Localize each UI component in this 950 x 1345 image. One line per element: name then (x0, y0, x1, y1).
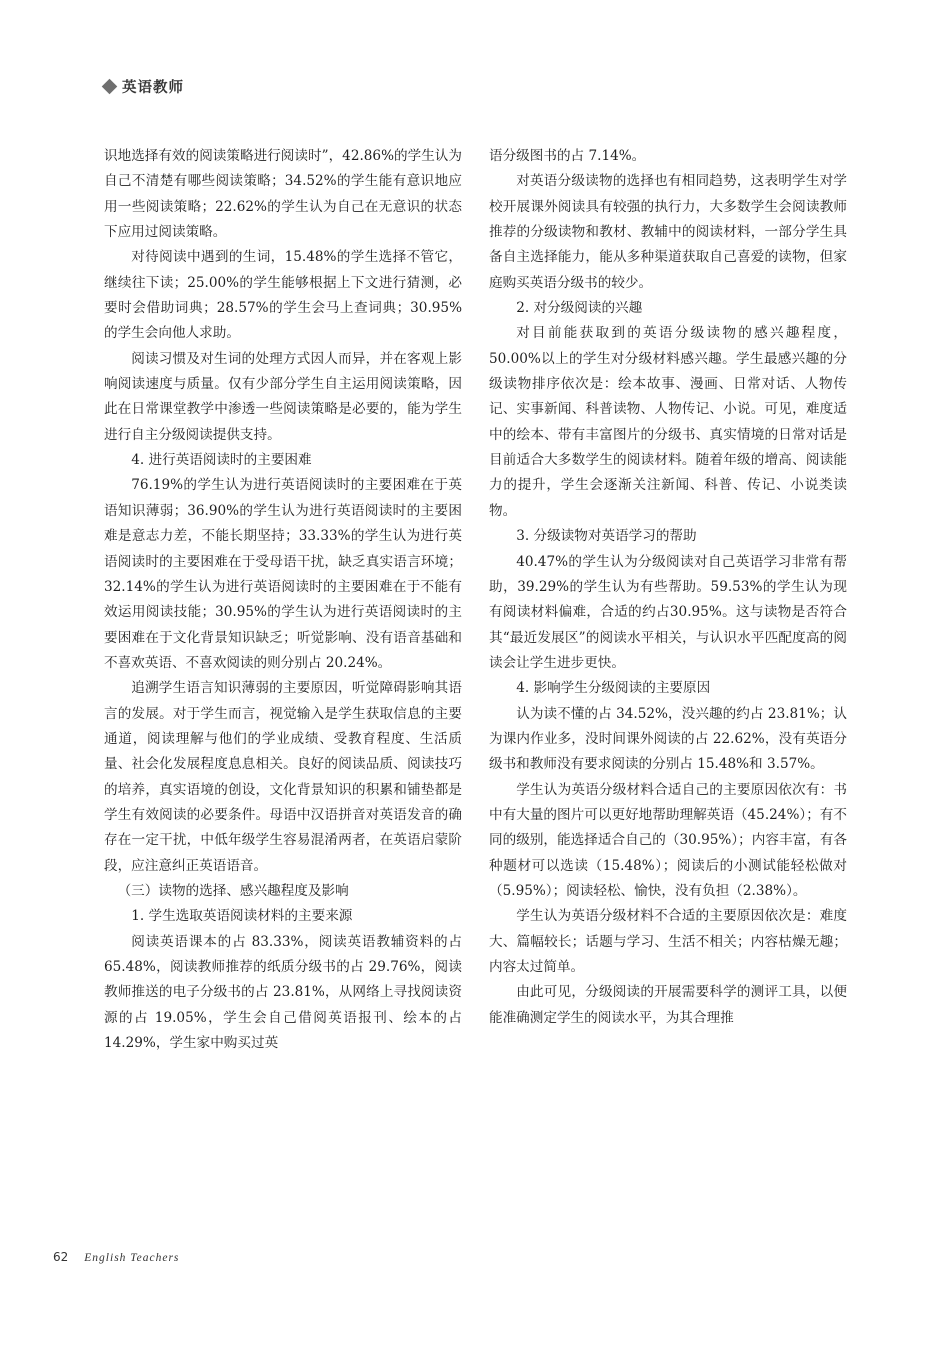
section-heading: 4. 进行英语阅读时的主要困难 (131, 452, 312, 469)
paragraph: 追溯学生语言知识薄弱的主要原因，听觉障碍影响其语言的发展。对于学生而言，视觉输入是学生获取信息的主要通道，阅读理解与他们的学业成绩、受教育程度、生活质量、社会化发展程度息息相关。良好的阅读品质、阅读技巧的培养，真实语境的创设，文化背景知识的积累和铺垫都是学生有效阅读的必要条件。母语中汉语拼音对英语发音的确存在一定干扰，中低年级学生容易混淆两者，在英语启蒙阶段，应注意纠正英语语音。 (104, 680, 462, 874)
paragraph: 认为读不懂的占 34.52%，没兴趣的约占 23.81%；认为课内作业多，没时间课外阅读的占 22.62%，没有英语分级书和教师没有要求阅读的分别占 15.48%和 3.57%。 (489, 705, 847, 773)
page-footer (53, 1250, 179, 1264)
section-heading: （三）读物的选择、感兴趣程度及影响 (117, 882, 349, 899)
paragraph: 学生认为英语分级材料不合适的主要原因依次是：难度大、篇幅较长；话题与学习、生活不相关；内容枯燥无趣；内容太过简单。 (489, 908, 847, 975)
paragraph: 语分级图书的占 7.14%。 (489, 148, 646, 164)
paragraph: 76.19%的学生认为进行英语阅读时的主要困难在于英语知识薄弱；36.90%的学生认为进行英语阅读时的主要困难是意志力差，不能长期坚持；33.33%的学生认为进行英语阅读时的主要困难在于受母语干扰，缺乏真实语言环境；32.14%的学生认为进行英语阅读时的主要困难在于不能有效运用阅读技能；30.95%的学生认为进行英语阅读时的主要困难在于文化背景知识缺乏；听觉影响、没有语音基础和不喜欢英语、不喜欢阅读的则分别占 20.24%。 (104, 477, 462, 671)
paragraph: 识地选择有效的阅读策略进行阅读时”，42.86%的学生认为自己不清楚有哪些阅读策略；34.52%的学生能有意识地应用一些阅读策略；22.62%的学生认为自己在无意识的状态下应用过阅读策略。 (104, 148, 462, 241)
paragraph: 对待阅读中遇到的生词，15.48%的学生选择不管它，继续往下读；25.00%的学生能够根据上下文进行猜测，必要时会借助词典；28.57%的学生会马上查词典；30.95%的学生会向他人求助。 (104, 249, 462, 342)
paragraph: 由此可见，分级阅读的开展需要科学的测评工具，以便能准确测定学生的阅读水平，为其合理推 (489, 984, 847, 1026)
diamond-icon (102, 79, 118, 95)
right-column (489, 144, 847, 1031)
paragraph: 阅读习惯及对生词的处理方式因人而异，并在客观上影响阅读速度与质量。仅有少部分学生自主运用阅读策略，因此在日常课堂教学中渗透一些阅读策略是必要的，能为学生进行自主分级阅读提供支持。 (104, 350, 462, 443)
paragraph: 对英语分级读物的选择也有相同趋势，这表明学生对学校开展课外阅读具有较强的执行力，大多数学生会阅读教师推荐的分级读物和教材、教辅中的阅读材料，一部分学生具备自主选择能力，能从多种渠道获取自己喜爱的读物，但家庭购买英语分级书的较少。 (489, 173, 847, 291)
paragraph: 阅读英语课本的占 83.33%，阅读英语教辅资料的占 65.48%，阅读教师推荐的纸质分级书的占 29.76%，阅读教师推送的电子分级书的占 23.81%，从网络上寻找阅读资源的占 19.05%，学生会自己借阅英语报刊、绘本的占 14.29%，学生家中购买过英 (104, 933, 462, 1052)
journal-title: 英语教师 (122, 80, 184, 96)
left-column (104, 144, 462, 1056)
paragraph: 40.47%的学生认为分级阅读对自己英语学习非常有帮助，39.29%的学生认为有些帮助。59.53%的学生认为现有阅读材料偏难，合适的约占30.95%。这与读物是否符合其“最近发展区”的阅读水平相关，与认识水平匹配度高的阅读会让学生进步更快。 (489, 553, 847, 671)
section-heading: 2. 对分级阅读的兴趣 (516, 300, 643, 317)
paragraph: 学生认为英语分级材料合适自己的主要原因依次有：书中有大量的图片可以更好地帮助理解英语（45.24%）；有不同的级别，能选择适合自己的（30.95%）；内容丰富，有各种题材可以选读（15.48%）；阅读后的小测试能轻松做对（5.95%）；阅读轻松、愉快，没有负担（2.38%）。 (489, 781, 847, 899)
section-heading: 3. 分级读物对英语学习的帮助 (516, 528, 697, 545)
paragraph: 对目前能获取到的英语分级读物的感兴趣程度，50.00%以上的学生对分级材料感兴趣。学生最感兴趣的分级读物排序依次是：绘本故事、漫画、日常对话、人物传记、实事新闻、科普读物、人物传记、小说。可见，难度适中的绘本、带有丰富图片的分级书、真实情境的日常对话是目前适合大多数学生的阅读材料。随着年级的增高、阅读能力的提升，学生会逐渐关注新闻、科普、传记、小说类读物。 (489, 325, 847, 519)
page-number: 62 (53, 1250, 69, 1264)
running-header (104, 76, 184, 97)
journal-name: English Teachers (84, 1252, 180, 1264)
section-heading: 4. 影响学生分级阅读的主要原因 (516, 680, 711, 697)
section-heading: 1. 学生选取英语阅读材料的主要来源 (131, 908, 353, 925)
